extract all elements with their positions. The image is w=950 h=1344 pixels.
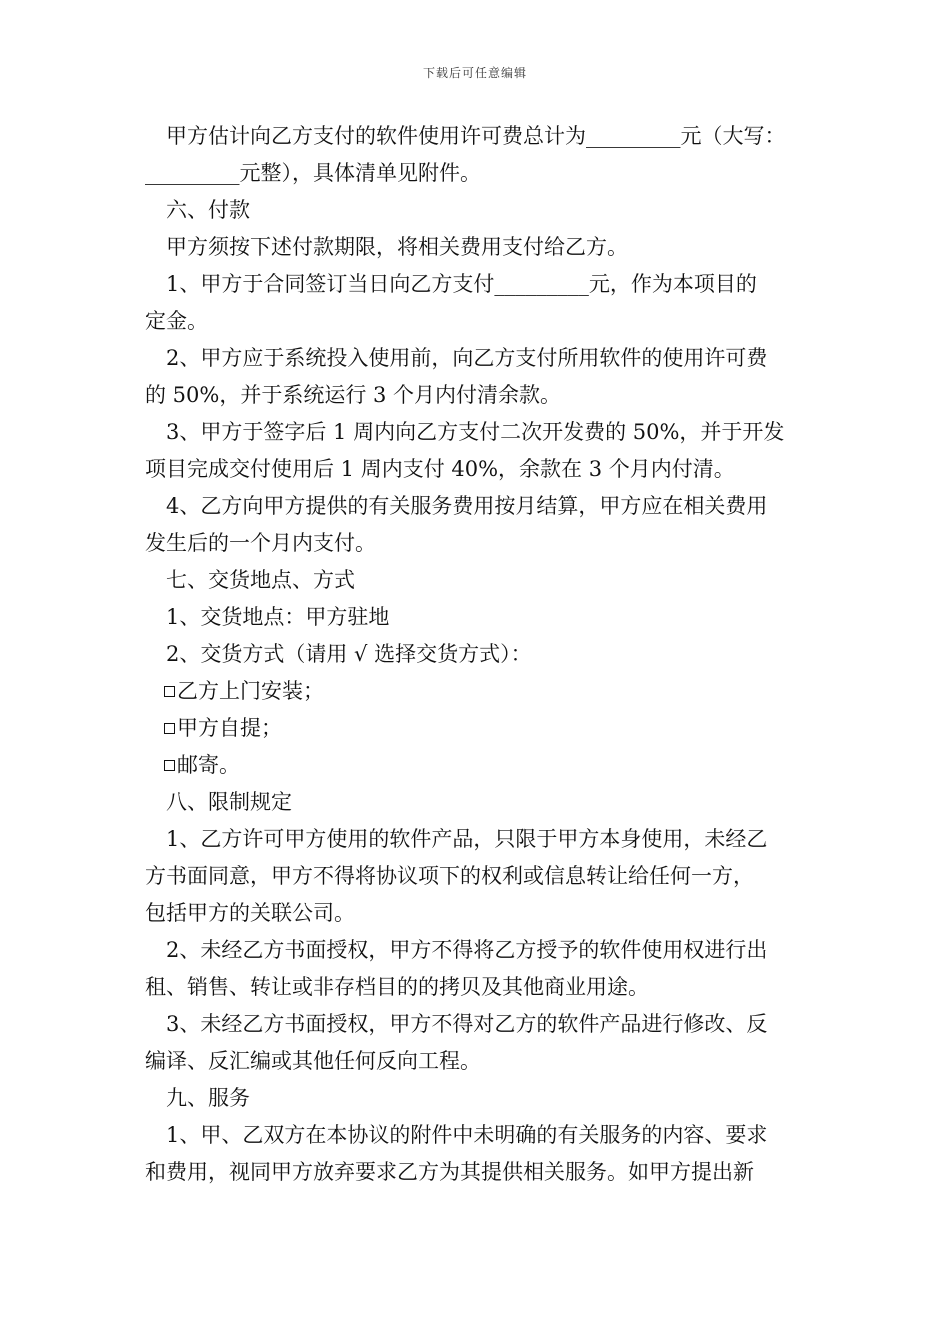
line-text: 编译、反汇编或其他任何反向工程。: [145, 1049, 481, 1073]
line-text: 2、未经乙方书面授权，甲方不得将乙方授予的软件使用权进行出: [166, 938, 768, 962]
checkbox-icon: [164, 723, 175, 734]
checkbox-option-line: [145, 710, 813, 747]
line-text: 九、服务: [166, 1086, 250, 1110]
text-line: [145, 229, 813, 266]
page-header: 下载后可任意编辑: [422, 66, 527, 80]
checkbox-option-line: [145, 747, 813, 784]
text-line: [145, 1154, 813, 1191]
text-line: [145, 525, 813, 562]
line-text: 2、甲方应于系统投入使用前，向乙方支付所用软件的使用许可费: [166, 346, 768, 370]
checkbox-option-line: [145, 673, 813, 710]
checkbox-icon: [164, 760, 175, 771]
text-line: [145, 969, 813, 1006]
line-text: 租、销售、转让或非存档目的的拷贝及其他商业用途。: [145, 975, 649, 999]
document-body: [145, 118, 813, 1191]
text-line: [145, 155, 813, 192]
line-text: 发生后的一个月内支付。: [145, 531, 376, 555]
line-text: 甲方须按下述付款期限，将相关费用支付给乙方。: [166, 235, 628, 259]
text-line: [145, 821, 813, 858]
line-text: 邮寄。: [177, 753, 240, 777]
text-line: [145, 118, 813, 155]
text-line: [145, 1117, 813, 1154]
line-text: 1、甲方于合同签订当日向乙方支付_________元，作为本项目的: [166, 272, 757, 296]
text-line: [145, 858, 813, 895]
line-text: 甲方估计向乙方支付的软件使用许可费总计为_________元（大写：: [166, 124, 786, 148]
text-line: [145, 1080, 813, 1117]
line-text: 和费用，视同甲方放弃要求乙方为其提供相关服务。如甲方提出新: [145, 1160, 754, 1184]
line-text: 1、乙方许可甲方使用的软件产品，只限于甲方本身使用，未经乙: [166, 827, 768, 851]
text-line: [145, 192, 813, 229]
text-line: [145, 784, 813, 821]
line-text: 项目完成交付使用后 1 周内支付 40%，余款在 3 个月内付清。: [145, 457, 735, 481]
line-text: _________元整），具体清单见附件。: [145, 161, 481, 185]
text-line: [145, 599, 813, 636]
line-text: 八、限制规定: [166, 790, 292, 814]
line-text: 包括甲方的关联公司。: [145, 901, 355, 925]
text-line: [145, 636, 813, 673]
text-line: [145, 451, 813, 488]
text-line: [145, 340, 813, 377]
line-text: 定金。: [145, 309, 208, 333]
line-text: 1、甲、乙双方在本协议的附件中未明确的有关服务的内容、要求: [166, 1123, 768, 1147]
line-text: 甲方自提；: [177, 716, 282, 740]
line-text: 1、交货地点：甲方驻地: [166, 605, 390, 629]
line-text: 3、甲方于签字后 1 周内向乙方支付二次开发费的 50%，并于开发: [166, 420, 785, 444]
text-line: [145, 895, 813, 932]
text-line: [145, 932, 813, 969]
text-line: [145, 562, 813, 599]
line-text: 4、乙方向甲方提供的有关服务费用按月结算，甲方应在相关费用: [166, 494, 768, 518]
text-line: [145, 1043, 813, 1080]
line-text: 的 50%，并于系统运行 3 个月内付清余款。: [145, 383, 562, 407]
checkbox-icon: [164, 686, 175, 697]
text-line: [145, 303, 813, 340]
line-text: 七、交货地点、方式: [166, 568, 355, 592]
text-line: [145, 266, 813, 303]
line-text: 3、未经乙方书面授权，甲方不得对乙方的软件产品进行修改、反: [166, 1012, 768, 1036]
line-text: 方书面同意，甲方不得将协议项下的权利或信息转让给任何一方，: [145, 864, 754, 888]
text-line: [145, 414, 813, 451]
text-line: [145, 377, 813, 414]
text-line: [145, 488, 813, 525]
line-text: 乙方上门安装；: [177, 679, 324, 703]
line-text: 2、交货方式（请用 √ 选择交货方式）：: [166, 642, 532, 666]
text-line: [145, 1006, 813, 1043]
line-text: 六、付款: [166, 198, 250, 222]
